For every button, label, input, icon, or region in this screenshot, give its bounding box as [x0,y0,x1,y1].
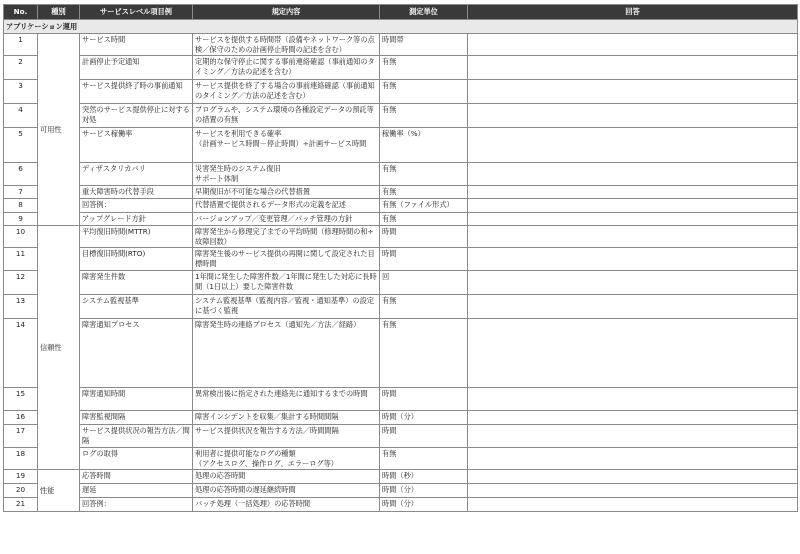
table-row [4,484,798,498]
row-unit: 時間（分） [380,498,468,512]
row-no: 21 [4,498,38,512]
row-content: 障害発生時の連絡プロセス（通知先／方法／経路） [193,319,380,388]
row-unit: 有無 [380,56,468,80]
row-no: 2 [4,56,38,80]
header-no: No. [4,5,38,20]
row-unit: 稼働率（%） [380,128,468,163]
row-no: 3 [4,80,38,104]
row-no: 16 [4,411,38,425]
row-content: バッチ処理（一括処理）の応答時間 [193,498,380,512]
answer-cell[interactable] [468,199,798,213]
row-content: 障害インシデントを収集／集計する時間間隔 [193,411,380,425]
row-item: 遅延 [80,484,193,498]
row-no: 4 [4,104,38,128]
row-content: 障害発生後のサービス提供の再開に関して設定された目標時間 [193,248,380,271]
answer-cell[interactable] [468,295,798,319]
row-item: サービス時間 [80,34,193,56]
row-no: 10 [4,226,38,248]
row-content: サービスを利用できる確率 （計画サービス時間－停止時間）÷計画サービス時間 [193,128,380,163]
row-content: サービス提供を終了する場合の事前連絡確認（事前通知のタイミング／方法の記述を含む） [193,80,380,104]
row-content: サービス提供状況を報告する方法／時間間隔 [193,425,380,448]
row-content: バージョンアップ／変更管理／パッチ管理の方針 [193,213,380,226]
row-no: 9 [4,213,38,226]
row-unit: 有無 [380,448,468,470]
row-content: 定期的な保守停止に関する事前連絡確認（事前通知のタイミング／方法の記述を含む） [193,56,380,80]
row-unit: 有無 [380,163,468,186]
row-item: 重大障害時の代替手段 [80,186,193,199]
table-row [4,199,798,213]
sla-table [3,4,798,512]
row-item: サービス稼働率 [80,128,193,163]
table-row [4,388,798,411]
table-row [4,80,798,104]
row-item: システム監視基準 [80,295,193,319]
row-no: 20 [4,484,38,498]
row-content: 障害発生から修理完了までの平均時間（修理時間の和÷故障回数） [193,226,380,248]
row-content: 処理の応答時間 [193,470,380,484]
answer-cell[interactable] [468,226,798,248]
row-unit: 有無（ファイル形式） [380,199,468,213]
row-no: 14 [4,319,38,388]
answer-cell[interactable] [468,128,798,163]
row-unit: 有無 [380,319,468,388]
row-item: サービス提供状況の報告方法／間隔 [80,425,193,448]
header-item: サービスレベル項目例 [80,5,193,20]
row-no: 17 [4,425,38,448]
row-no: 13 [4,295,38,319]
answer-cell[interactable] [468,411,798,425]
answer-cell[interactable] [468,56,798,80]
answer-cell[interactable] [468,104,798,128]
row-content: 処理の応答時間の遅延継続時間 [193,484,380,498]
row-content: 利用者に提供可能なログの種類 （アクセスログ、操作ログ、エラーログ等） [193,448,380,470]
row-unit: 時間 [380,248,468,271]
table-row [4,186,798,199]
answer-cell[interactable] [468,248,798,271]
row-content: 代替措置で提供されるデータ形式の定義を記述 [193,199,380,213]
row-unit: 有無 [380,213,468,226]
row-unit: 有無 [380,80,468,104]
answer-cell[interactable] [468,470,798,484]
header-unit: 測定単位 [380,5,468,20]
table-row [4,411,798,425]
answer-cell[interactable] [468,425,798,448]
table-row [4,319,798,388]
answer-cell[interactable] [468,484,798,498]
table-row [4,104,798,128]
row-content: 1年間に発生した障害件数／1年間に発生した対応に長時間（1日以上）要した障害件数 [193,271,380,295]
section-title: アプリケーション運用 [4,20,798,34]
row-content: プログラムや、システム環境の各種設定データの預託等の措置の有無 [193,104,380,128]
table-row [4,248,798,271]
answer-cell[interactable] [468,186,798,199]
row-item: 計画停止予定通知 [80,56,193,80]
table-row [4,56,798,80]
row-item: サービス提供終了時の事前通知 [80,80,193,104]
row-unit: 有無 [380,295,468,319]
row-no: 18 [4,448,38,470]
table-header [4,5,798,20]
row-no: 8 [4,199,38,213]
answer-cell[interactable] [468,271,798,295]
row-unit: 時間（分） [380,411,468,425]
header-content: 規定内容 [193,5,380,20]
row-unit: 有無 [380,104,468,128]
row-no: 12 [4,271,38,295]
answer-cell[interactable] [468,80,798,104]
category-performance: 性能 [38,470,80,512]
answer-cell[interactable] [468,213,798,226]
table-row [4,34,798,56]
row-no: 19 [4,470,38,484]
table-row [4,498,798,512]
row-no: 1 [4,34,38,56]
table-row [4,226,798,248]
row-item: 応答時間 [80,470,193,484]
row-content: システム監視基準（監視内容／監視・通知基準）の設定に基づく監視 [193,295,380,319]
row-no: 11 [4,248,38,271]
table-row [4,448,798,470]
table-row [4,470,798,484]
row-content: サービスを提供する時間帯（設備やネットワーク等の点検／保守のための計画停止時間の記述を含む） [193,34,380,56]
row-content: 異常検出後に指定された連絡先に通知するまでの時間 [193,388,380,411]
row-unit: 時間（分） [380,484,468,498]
row-no: 7 [4,186,38,199]
header-answer: 回答 [468,5,798,20]
answer-cell[interactable] [468,163,798,186]
answer-cell[interactable] [468,448,798,470]
table-row [4,128,798,163]
table-row [4,425,798,448]
row-item: 回答例： [80,498,193,512]
category-availability: 可用性 [38,34,80,226]
row-no: 6 [4,163,38,186]
row-no: 5 [4,128,38,163]
answer-cell[interactable] [468,34,798,56]
table-row [4,295,798,319]
row-item: 目標復旧時間(RTO) [80,248,193,271]
row-unit: 有無 [380,186,468,199]
row-unit: 時間 [380,226,468,248]
row-content: 早期復旧が不可能な場合の代替措置 [193,186,380,199]
answer-cell[interactable] [468,498,798,512]
row-unit: 時間 [380,425,468,448]
row-item: 平均復旧時間(MTTR) [80,226,193,248]
row-content: 災害発生時のシステム復旧 サポート体制 [193,163,380,186]
category-reliability: 信頼性 [38,226,80,470]
row-no: 15 [4,388,38,411]
table-row [4,271,798,295]
row-item: ディザスタリカバリ [80,163,193,186]
header-category: 種別 [38,5,80,20]
row-item: 障害監視間隔 [80,411,193,425]
row-item: 突然のサービス提供停止に対する対処 [80,104,193,128]
row-item: 障害通知時間 [80,388,193,411]
row-item: 障害発生件数 [80,271,193,295]
row-item: アップグレード方針 [80,213,193,226]
row-unit: 時間 [380,388,468,411]
table-row [4,213,798,226]
section-row [4,20,798,34]
answer-cell[interactable] [468,388,798,411]
table-row [4,163,798,186]
row-item: ログの取得 [80,448,193,470]
row-item: 障害通知プロセス [80,319,193,388]
table-body [4,20,798,512]
row-item: 回答例： [80,199,193,213]
answer-cell[interactable] [468,319,798,388]
row-unit: 回 [380,271,468,295]
row-unit: 時間（秒） [380,470,468,484]
row-unit: 時間帯 [380,34,468,56]
